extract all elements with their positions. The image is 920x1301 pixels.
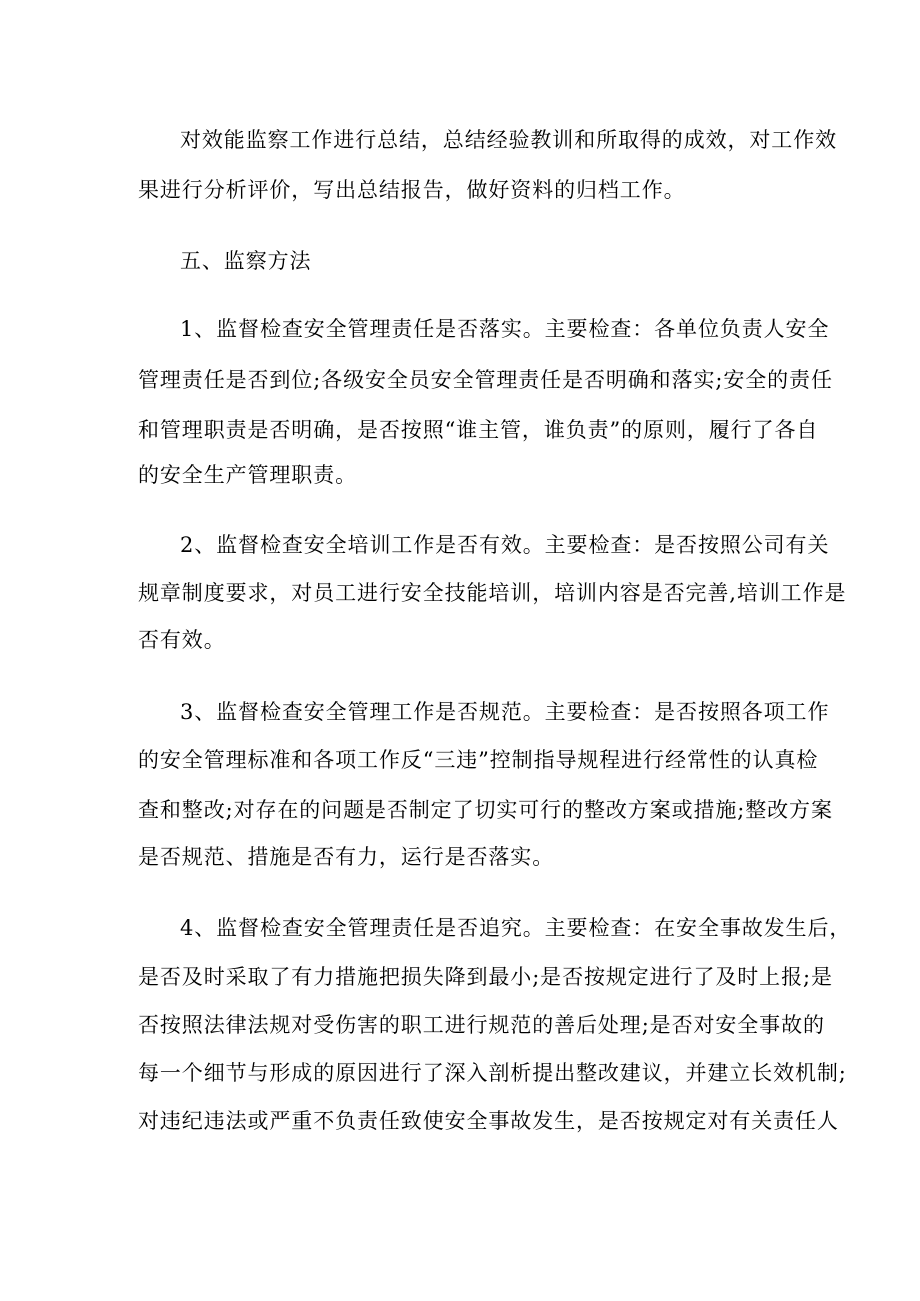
item-4-line-2: 是否及时采取了有力措施把损失降到最小;是否按规定进行了及时上报;是 bbox=[138, 965, 833, 989]
item-2-line-2: 规章制度要求，对员工进行安全技能培训，培训内容是否完善,培训工作是 bbox=[138, 581, 847, 605]
item-2-line-1: 2、监督检查安全培训工作是否有效。主要检查：是否按照公司有关 bbox=[180, 533, 830, 557]
item-4-line-1: 4、监督检查安全管理责任是否追究。主要检查：在安全事故发生后， bbox=[180, 916, 852, 940]
item-3-line-3: 查和整改;对存在的问题是否制定了切实可行的整改方案或措施;整改方案 bbox=[138, 798, 833, 822]
summary-line-1: 对效能监察工作进行总结，总结经验教训和所取得的成效，对工作效 bbox=[180, 128, 837, 152]
item-1-line-2: 管理责任是否到位;各级安全员安全管理责任是否明确和落实;安全的责任 bbox=[138, 368, 833, 392]
item-1-line-1: 1、监督检查安全管理责任是否落实。主要检查：各单位负责人安全 bbox=[180, 317, 830, 341]
item-1-line-4: 的安全生产管理职责。 bbox=[138, 463, 357, 487]
summary-line-2: 果进行分析评价，写出总结报告，做好资料的归档工作。 bbox=[138, 178, 686, 202]
item-3-line-1: 3、监督检查安全管理工作是否规范。主要检查：是否按照各项工作 bbox=[180, 700, 830, 724]
item-4-line-3: 否按照法律法规对受伤害的职工进行规范的善后处理;是否对安全事故的 bbox=[138, 1013, 825, 1037]
item-1-line-3: 和管理职责是否明确，是否按照“谁主管，谁负责”的原则，履行了各自 bbox=[138, 418, 819, 442]
section-heading: 五、监察方法 bbox=[180, 249, 312, 273]
item-3-line-2: 的安全管理标准和各项工作反“三违”控制指导规程进行经常性的认真检 bbox=[138, 748, 819, 772]
item-4-line-5: 对违纪违法或严重不负责任致使安全事故发生，是否按规定对有关责任人 bbox=[138, 1109, 839, 1133]
item-2-line-3: 否有效。 bbox=[138, 628, 226, 652]
item-4-line-4: 每一个细节与形成的原因进行了深入剖析提出整改建议，并建立长效机制; bbox=[138, 1061, 847, 1085]
item-3-line-4: 是否规范、措施是否有力，运行是否落实。 bbox=[138, 845, 555, 869]
